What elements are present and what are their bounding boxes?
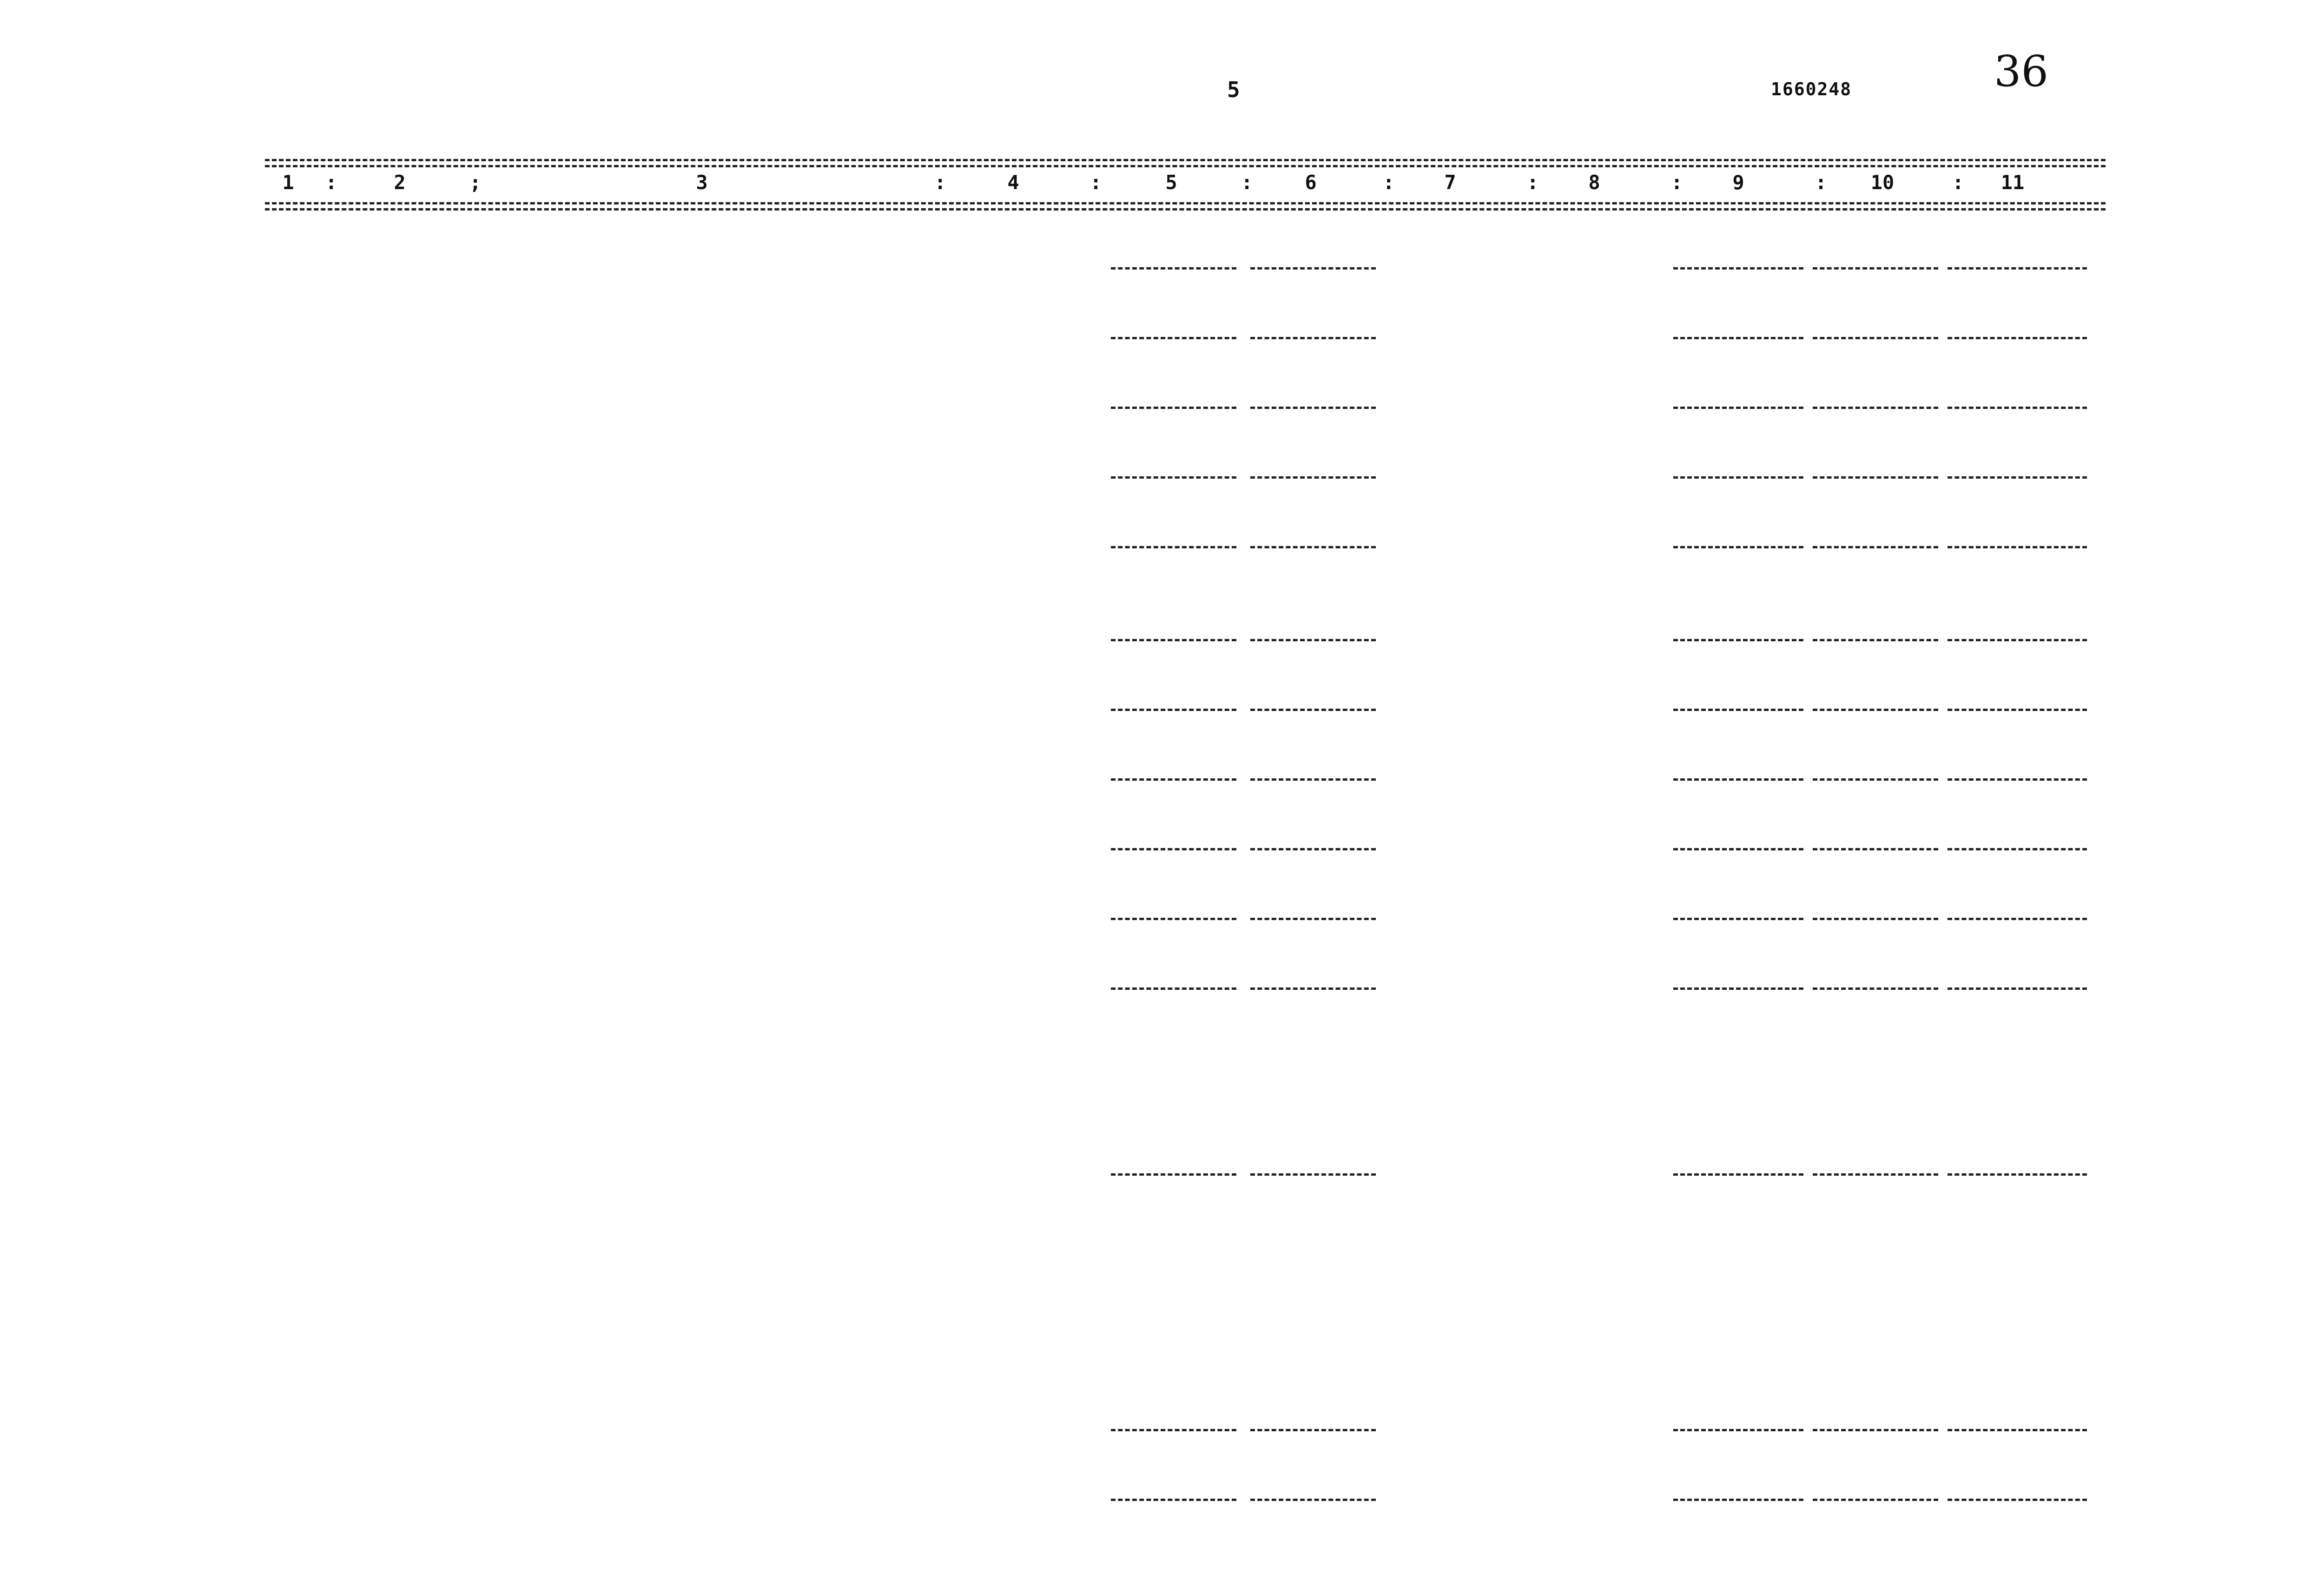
underline (1111, 987, 1236, 990)
column-separator: : (1671, 171, 1683, 194)
underline (1250, 848, 1376, 850)
underline (1111, 1429, 1236, 1431)
underline (1250, 918, 1376, 920)
underline (1813, 918, 1938, 920)
underline (1813, 546, 1938, 548)
column-header: 5 (1165, 171, 1177, 194)
underline (1813, 709, 1938, 711)
column-header: 1 (282, 171, 294, 194)
underline (1250, 267, 1376, 270)
underline (1948, 267, 2087, 270)
underline (1813, 987, 1938, 990)
underline (1813, 407, 1938, 409)
underline (1813, 639, 1938, 641)
underline (1948, 1499, 2087, 1501)
column-header: 6 (1305, 171, 1317, 194)
underline (1250, 987, 1376, 990)
underline (1673, 848, 1803, 850)
underline (1948, 476, 2087, 479)
underline (1250, 476, 1376, 479)
underline (1948, 639, 2087, 641)
column-header: 7 (1444, 171, 1456, 194)
underline (1813, 337, 1938, 339)
column-separator: : (1952, 171, 1964, 194)
underline (1673, 1499, 1803, 1501)
column-separator: : (1241, 171, 1253, 194)
underline (1111, 1173, 1236, 1176)
underline (1813, 848, 1938, 850)
column-separator: : (1527, 171, 1539, 194)
underline (1948, 848, 2087, 850)
underline (1111, 709, 1236, 711)
underline (1813, 1173, 1938, 1176)
underline (1813, 476, 1938, 479)
underline (1813, 1499, 1938, 1501)
underline (1948, 407, 2087, 409)
underline (1673, 407, 1803, 409)
column-header: 8 (1588, 171, 1600, 194)
underline (1813, 267, 1938, 270)
column-header: 2 (394, 171, 406, 194)
underline (1673, 546, 1803, 548)
underline (1250, 1499, 1376, 1501)
underline (1250, 337, 1376, 339)
column-separator: : (1815, 171, 1827, 194)
underline (1111, 1499, 1236, 1501)
handwritten-sheet-number: 36 (1994, 46, 2049, 96)
column-separator: : (325, 171, 337, 194)
column-separator: ; (469, 171, 482, 194)
underline (1813, 1429, 1938, 1431)
underline (1673, 639, 1803, 641)
column-separator: : (1090, 171, 1102, 194)
underline (1111, 848, 1236, 850)
underline (1948, 987, 2087, 990)
underline (1111, 407, 1236, 409)
table-top-rule-2 (265, 165, 2106, 167)
table-top-rule (265, 159, 2106, 161)
underline (1673, 1173, 1803, 1176)
column-separator: : (1383, 171, 1395, 194)
underline (1948, 337, 2087, 339)
column-header: 10 (1870, 171, 1895, 194)
header-bottom-rule-2 (265, 208, 2106, 211)
underline (1673, 1429, 1803, 1431)
underline (1111, 639, 1236, 641)
column-header: 3 (696, 171, 708, 194)
underline (1948, 709, 2087, 711)
header-bottom-rule (265, 202, 2106, 204)
underline (1250, 1429, 1376, 1431)
document-code: 1660248 (1771, 79, 1852, 99)
underline (1673, 987, 1803, 990)
underline (1673, 709, 1803, 711)
underline (1111, 546, 1236, 548)
underline (1250, 407, 1376, 409)
underline (1948, 1429, 2087, 1431)
column-separator: : (934, 171, 946, 194)
underline (1673, 267, 1803, 270)
underline (1673, 476, 1803, 479)
underline (1111, 337, 1236, 339)
underline (1673, 918, 1803, 920)
underline (1813, 778, 1938, 781)
underline (1111, 476, 1236, 479)
underline (1111, 918, 1236, 920)
underline (1250, 546, 1376, 548)
underline (1948, 1173, 2087, 1176)
underline (1948, 778, 2087, 781)
underline (1250, 1173, 1376, 1176)
underline (1250, 709, 1376, 711)
underline (1250, 778, 1376, 781)
underline (1111, 778, 1236, 781)
underline (1673, 337, 1803, 339)
underline (1250, 639, 1376, 641)
page-number: 5 (1227, 77, 1240, 102)
underline (1948, 918, 2087, 920)
column-header: 4 (1007, 171, 1019, 194)
underline (1673, 778, 1803, 781)
column-header: 9 (1732, 171, 1744, 194)
column-header: 11 (2000, 171, 2025, 194)
underline (1111, 267, 1236, 270)
underline (1948, 546, 2087, 548)
